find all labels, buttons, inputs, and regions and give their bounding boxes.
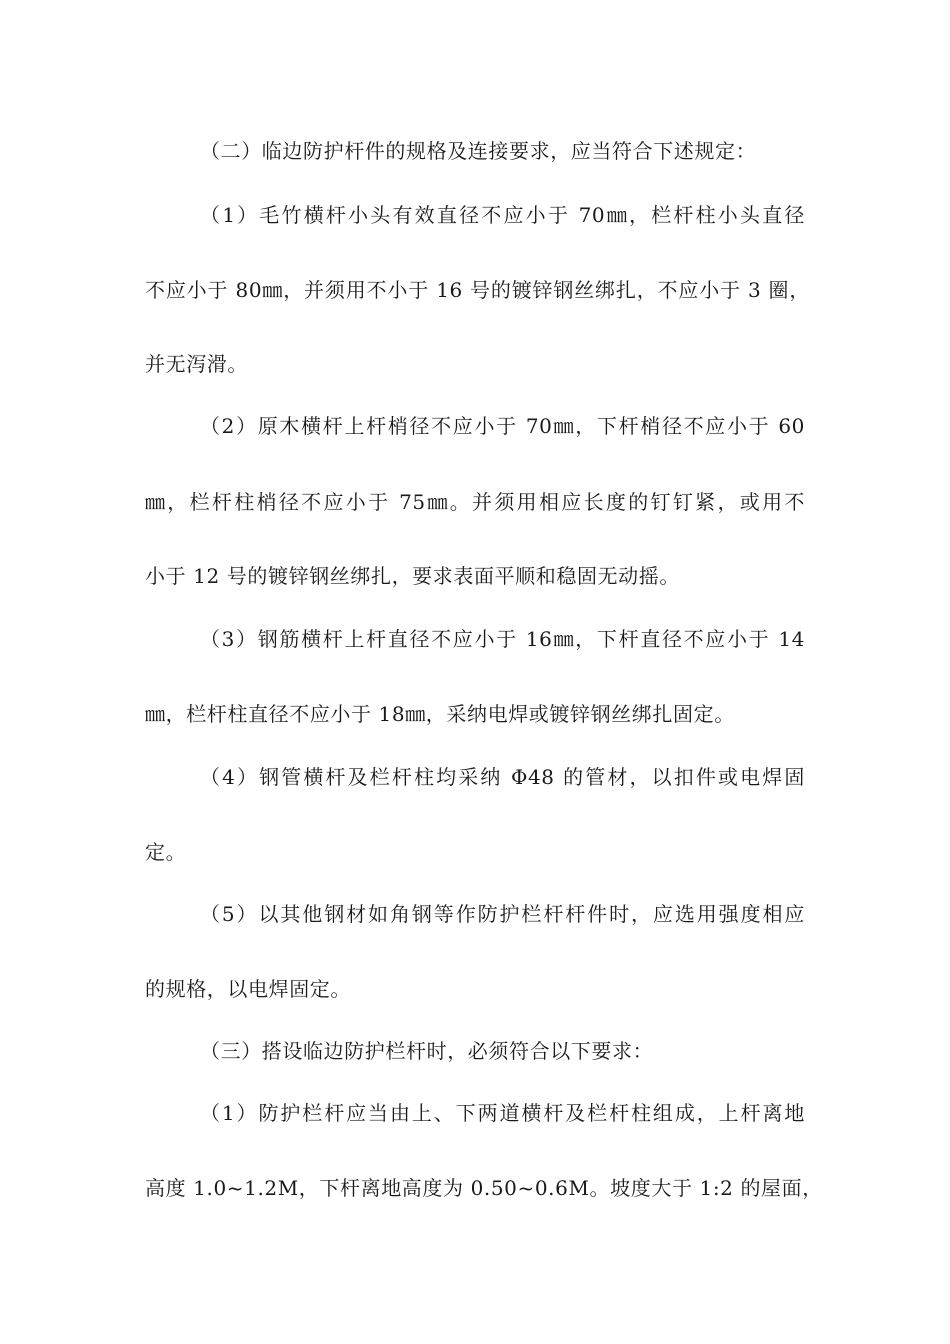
paragraph-line: 的规格，以电焊固定。 xyxy=(145,977,351,1001)
paragraph-line: 小于 12 号的镀锌钢丝绑扎，要求表面平顺和稳固无动摇。 xyxy=(145,564,680,588)
section-heading-3: （三）搭设临边防护栏杆时，必须符合以下要求： xyxy=(200,1039,654,1063)
paragraph-line: （1）毛竹横杆小头有效直径不应小于 70㎜，栏杆柱小头直径 xyxy=(200,203,805,227)
paragraph-line: ㎜，栏杆柱直径不应小于 18㎜，采纳电焊或镀锌钢丝绑扎固定。 xyxy=(145,702,735,726)
paragraph-line: 不应小于 80㎜，并须用不小于 16 号的镀锌钢丝绑扎，不应小于 3 圈， xyxy=(145,278,810,302)
paragraph-line: （2）原木横杆上杆梢径不应小于 70㎜，下杆梢径不应小于 60 xyxy=(200,414,805,438)
paragraph-line: （3）钢筋横杆上杆直径不应小于 16㎜，下杆直径不应小于 14 xyxy=(200,627,805,651)
paragraph-line: 定。 xyxy=(145,840,187,864)
paragraph-line: （1）防护栏杆应当由上、下两道横杆及栏杆柱组成，上杆离地 xyxy=(200,1101,805,1125)
paragraph-line: 并无泻滑。 xyxy=(145,352,248,376)
paragraph-line: （5）以其他钢材如角钢等作防护栏杆杆件时，应选用强度相应 xyxy=(200,902,805,926)
paragraph-line: （4）钢管横杆及栏杆柱均采纳 Φ48 的管材，以扣件或电焊固 xyxy=(200,765,805,789)
paragraph-line: ㎜，栏杆柱梢径不应小于 75㎜。并须用相应长度的钉钉紧，或用不 xyxy=(145,490,805,514)
paragraph-line: 高度 1.0~1.2M，下杆离地高度为 0.50~0.6M。坡度大于 1:2 的屋面， xyxy=(145,1176,823,1200)
section-heading-2: （二）临边防护杆件的规格及连接要求，应当符合下述规定： xyxy=(200,139,757,163)
